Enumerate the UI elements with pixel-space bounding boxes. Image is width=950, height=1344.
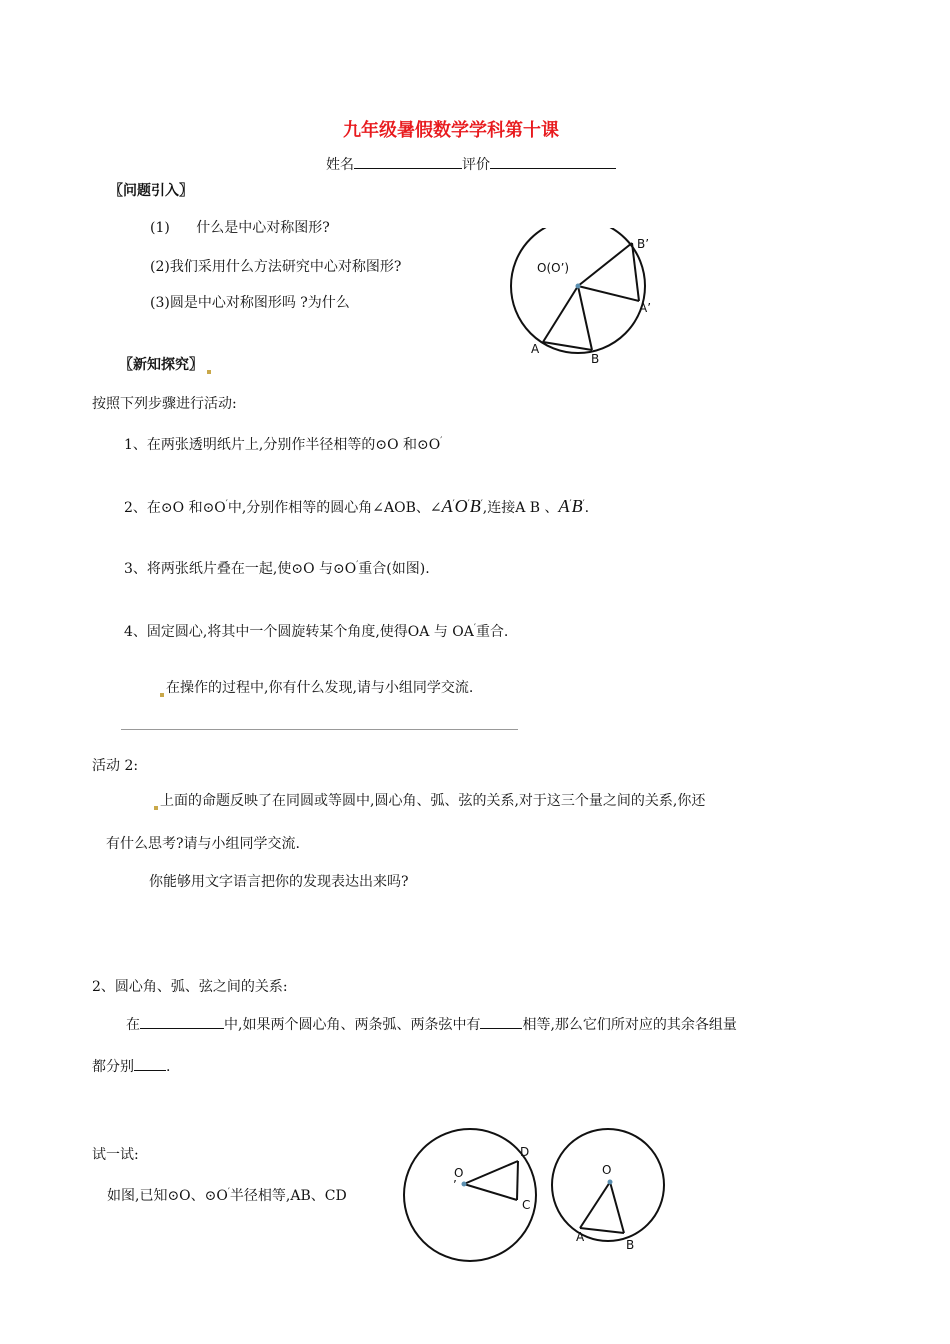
blank-3[interactable] (134, 1056, 166, 1071)
relation-l2-b: . (166, 1059, 171, 1075)
blank-1[interactable] (140, 1014, 224, 1029)
radius-ob (610, 1182, 624, 1233)
prime-mark: ′ (582, 499, 585, 510)
step-2-a: 2、在⊙O 和⊙O (124, 500, 226, 516)
question-2: (2)我们采用什么方法研究中心对称图形? (150, 259, 402, 275)
name-label: 姓名 (326, 157, 354, 173)
segment-a-prime: A (558, 496, 570, 516)
radius-od (464, 1161, 518, 1184)
explore-heading-line (119, 354, 213, 374)
relation-line-1 (126, 1014, 737, 1034)
point-c-label: C (522, 1198, 531, 1212)
prime-mark: ′ (440, 436, 443, 447)
prime-mark: ′ (225, 499, 228, 510)
radius-oa-prime (578, 286, 639, 301)
activity-2-p1-text: 上面的命题反映了在同圆或等圆中,圆心角、弧、弦的关系,对于这三个量之间的关系,你还 (160, 793, 706, 809)
step-2-c: ,连接A B 、 (482, 500, 559, 516)
prime-mark: ′ (467, 499, 470, 510)
prime-mark: ′ (480, 499, 483, 510)
center-point (576, 284, 581, 289)
radius-ob (578, 286, 592, 350)
figure-circle-rotation (500, 228, 680, 368)
question-1 (150, 217, 330, 237)
activity-2-p1 (154, 790, 705, 810)
prime-mark: ′ (569, 499, 572, 510)
relation-l1-a: 在 (126, 1017, 140, 1033)
center-point (608, 1180, 613, 1185)
point-b-label: B (591, 352, 600, 366)
step-3-a: 3、将两张纸片叠在一起,使⊙O 与⊙O (124, 561, 357, 577)
trial-text-b: 半径相等,AB、CD (229, 1188, 347, 1204)
step-1-text: 1、在两张透明纸片上,分别作半径相等的⊙O 和⊙O (124, 437, 441, 453)
relation-heading: 2、圆心角、弧、弦之间的关系: (92, 979, 288, 995)
question-1-number: (1) (150, 220, 170, 236)
page-title: 九年级暑假数学学科第十课 (343, 120, 559, 141)
highlight-marker (154, 806, 158, 810)
activity-2-p3: 你能够用文字语言把你的发现表达出来吗? (149, 874, 409, 890)
radius-ob-prime (578, 243, 632, 286)
radius-oc (464, 1184, 517, 1200)
step-3 (124, 558, 430, 578)
radius-oa (543, 286, 578, 342)
prime-mark: ′ (452, 499, 455, 510)
point-d-label: D (520, 1145, 530, 1159)
figure-circle-right (548, 1125, 673, 1255)
center-label: O (602, 1163, 612, 1177)
highlight-marker (160, 693, 164, 697)
center-label: O (454, 1166, 464, 1180)
grade-label: 评价 (462, 157, 490, 173)
prime-mark: ′ (356, 560, 359, 571)
point-b-label: B (626, 1238, 635, 1252)
discover-text: 在操作的过程中,你有什么发现,请与小组同学交流. (166, 680, 474, 696)
relation-l1-c: 相等,那么它们所对应的其余各组量 (522, 1017, 737, 1033)
question-3: (3)圆是中心对称图形吗 ?为什么 (150, 295, 350, 311)
answer-line[interactable] (121, 729, 518, 730)
angle-a-prime: A (441, 496, 453, 516)
radius-oa (580, 1182, 610, 1228)
chord-ab (580, 1228, 624, 1233)
relation-line-2 (92, 1056, 170, 1076)
point-b-prime-label: B’ (637, 237, 650, 251)
angle-o-prime: O (454, 496, 468, 516)
grade-blank[interactable] (490, 154, 616, 169)
center-point (462, 1182, 467, 1187)
point-a-prime-label: A’ (639, 301, 652, 315)
step-4-a: 4、固定圆心,将其中一个圆旋转某个角度,使得OA 与 OA (124, 624, 474, 640)
step-4-b: 重合. (475, 624, 509, 640)
question-1-text: 什么是中心对称图形? (196, 220, 330, 236)
activity-2-label: 活动 2: (92, 758, 139, 774)
relation-l1-b: 中,如果两个圆心角、两条弧、两条弦中有 (224, 1017, 481, 1033)
point-a-label: A (576, 1230, 585, 1244)
center-prime-label: ’ (453, 1178, 457, 1192)
name-blank[interactable] (354, 154, 462, 169)
prime-mark: ′ (473, 623, 476, 634)
trial-text-a: 如图,已知⊙O、⊙O (107, 1188, 228, 1204)
figure-circle-left (402, 1125, 542, 1265)
step-3-b: 重合(如图). (358, 561, 430, 577)
explore-heading: 〖新知探究〗 (119, 357, 203, 373)
step-1 (124, 434, 442, 454)
segment-b-prime: B (571, 496, 583, 516)
prime-mark: ′ (227, 1187, 230, 1198)
instruction: 按照下列步骤进行活动: (92, 396, 237, 412)
step-4 (124, 621, 508, 641)
step-2: 2、在⊙O 和⊙O′中,分别作相等的圆心角∠AOB、∠A′O′B′,连接A B 、A′B′. (124, 496, 590, 516)
intro-heading: 〖问题引入〗 (109, 183, 193, 199)
center-label: O(O’) (537, 261, 570, 275)
highlight-marker (207, 370, 211, 374)
trial-text (107, 1185, 347, 1205)
chord-cd (517, 1161, 518, 1200)
point-a-label: A (531, 342, 540, 356)
angle-b-prime: B (469, 496, 481, 516)
trial-label: 试一试: (92, 1147, 139, 1163)
activity-2-p2: 有什么思考?请与小组同学交流. (106, 836, 300, 852)
relation-l2-a: 都分别 (92, 1059, 134, 1075)
discover-line (160, 677, 473, 697)
header-line (326, 154, 616, 174)
step-2-b: 中,分别作相等的圆心角∠AOB、∠ (227, 500, 442, 516)
blank-2[interactable] (480, 1014, 522, 1029)
